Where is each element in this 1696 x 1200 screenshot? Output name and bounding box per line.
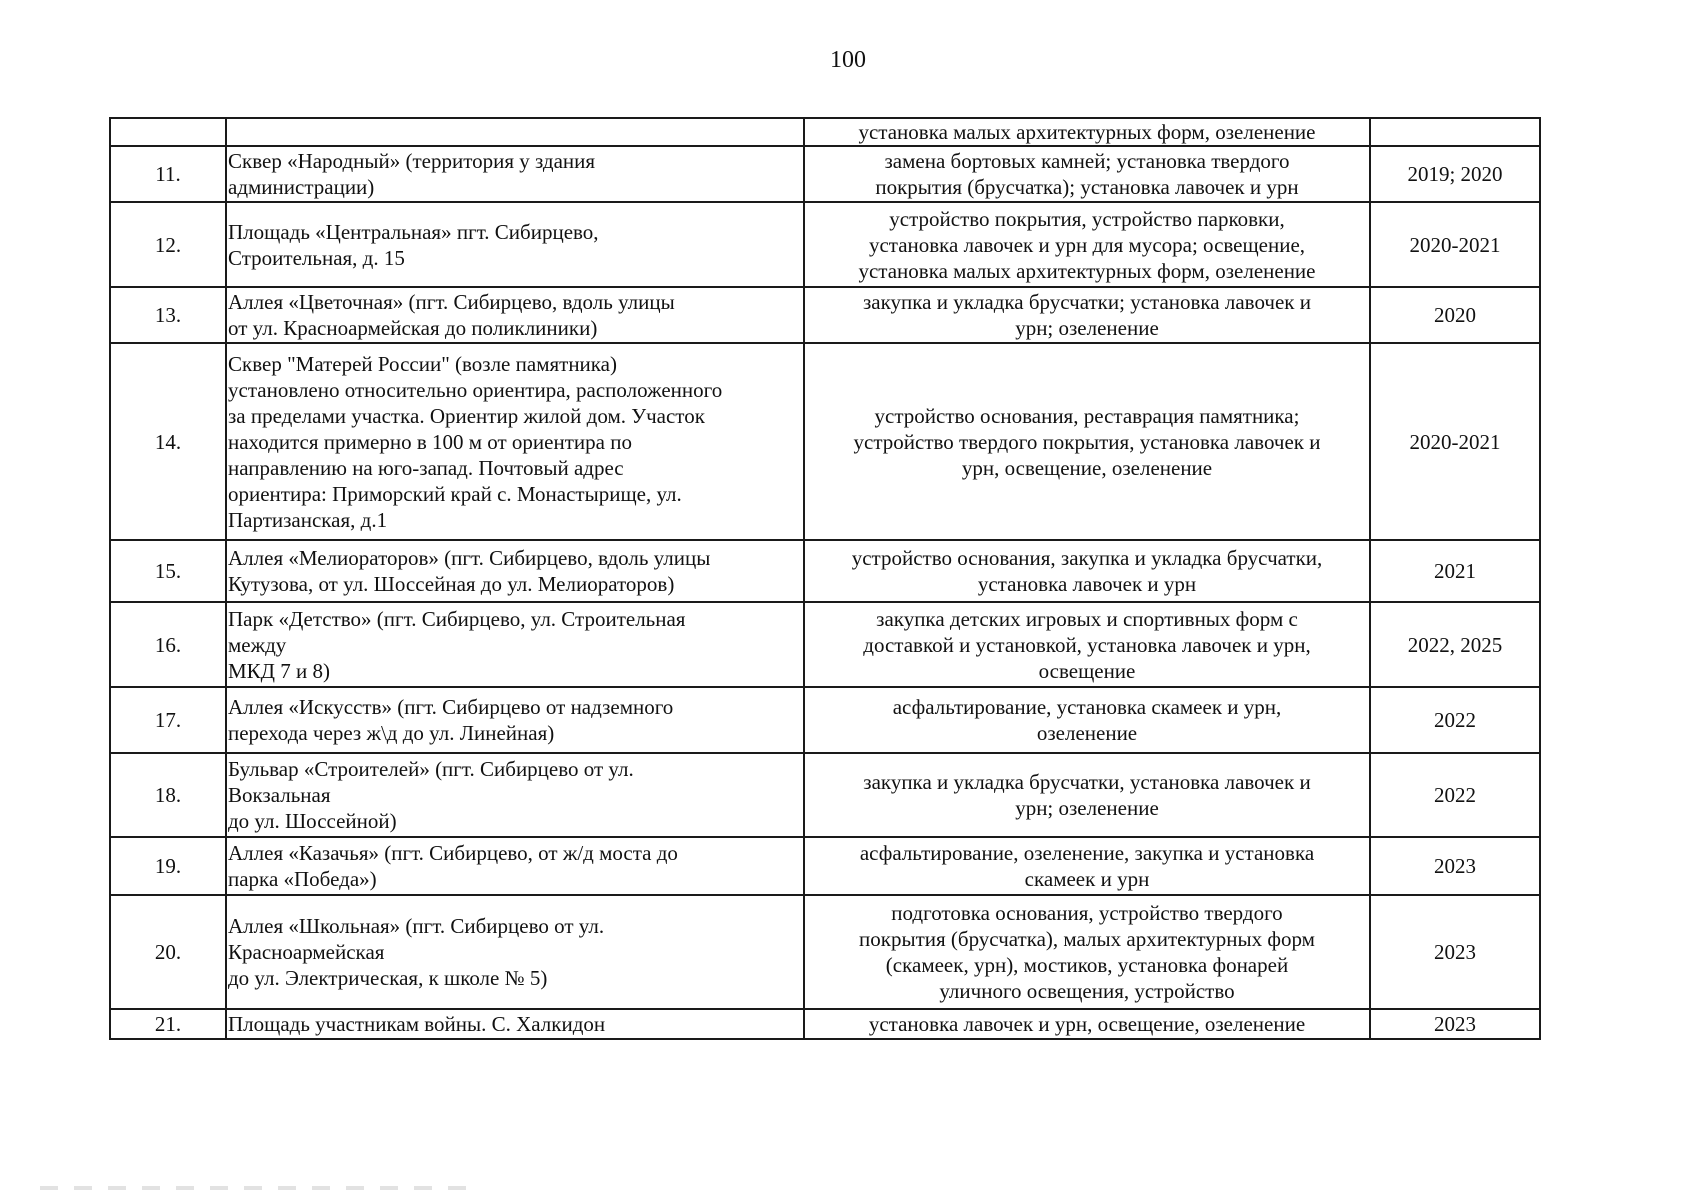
scan-footer-artifact	[40, 1186, 480, 1190]
works-cell: замена бортовых камней; установка твердого покрытия (брусчатка); установка лавочек и урн	[804, 146, 1370, 202]
works-cell: устройство основания, реставрация памятника; устройство твердого покрытия, установка лавочек и урн, освещение, озеленение	[804, 343, 1370, 540]
period-cell: 2020	[1370, 287, 1540, 343]
period-cell: 2020-2021	[1370, 202, 1540, 287]
row-number-cell: 18.	[110, 753, 226, 837]
period-cell: 2023	[1370, 1009, 1540, 1039]
row-number-cell: 17.	[110, 687, 226, 753]
row-number-cell: 15.	[110, 540, 226, 602]
table-row	[110, 687, 1540, 753]
table-row	[110, 753, 1540, 837]
table-row	[110, 287, 1540, 343]
table-row	[110, 1009, 1540, 1039]
object-name-cell: Аллея «Цветочная» (пгт. Сибирцево, вдоль улицы от ул. Красноармейская до поликлиники)	[226, 287, 804, 343]
works-cell: установка малых архитектурных форм, озеленение	[804, 118, 1370, 146]
period-cell: 2022	[1370, 687, 1540, 753]
period-cell	[1370, 118, 1540, 146]
object-name-cell: Сквер "Матерей России" (возле памятника) установлено относительно ориентира, расположенного за пределами участка. Ориентир жилой дом. Участок находится примерно в 100 м от ориентира по направлению на юго-запад. Почтовый адрес ориентира: Приморский край с. Монастырище, ул. Партизанская, д.1	[226, 343, 804, 540]
works-cell: подготовка основания, устройство твердого покрытия (брусчатка), малых архитектурных форм (скамеек, урн), мостиков, установка фонарей уличного освещения, устройство	[804, 895, 1370, 1009]
improvement-objects-table	[109, 117, 1541, 1040]
object-name-cell: Парк «Детство» (пгт. Сибирцево, ул. Строительная между МКД 7 и 8)	[226, 602, 804, 687]
row-number-cell: 19.	[110, 837, 226, 895]
row-number-cell: 14.	[110, 343, 226, 540]
works-cell: установка лавочек и урн, освещение, озеленение	[804, 1009, 1370, 1039]
works-cell: устройство основания, закупка и укладка брусчатки, установка лавочек и урн	[804, 540, 1370, 602]
table-row	[110, 118, 1540, 146]
object-name-cell: Сквер «Народный» (территория у здания администрации)	[226, 146, 804, 202]
object-name-cell: Аллея «Искусств» (пгт. Сибирцево от надземного перехода через ж\д до ул. Линейная)	[226, 687, 804, 753]
row-number-cell: 21.	[110, 1009, 226, 1039]
period-cell: 2023	[1370, 837, 1540, 895]
works-cell: закупка и укладка брусчатки; установка лавочек и урн; озеленение	[804, 287, 1370, 343]
works-cell: устройство покрытия, устройство парковки, установка лавочек и урн для мусора; освещение, установка малых архитектурных форм, озеленение	[804, 202, 1370, 287]
row-number-cell: 12.	[110, 202, 226, 287]
object-name-cell: Бульвар «Строителей» (пгт. Сибирцево от ул. Вокзальная до ул. Шоссейной)	[226, 753, 804, 837]
works-cell: асфальтирование, установка скамеек и урн, озеленение	[804, 687, 1370, 753]
row-number-cell	[110, 118, 226, 146]
works-cell: закупка и укладка брусчатки, установка лавочек и урн; озеленение	[804, 753, 1370, 837]
row-number-cell: 13.	[110, 287, 226, 343]
period-cell: 2019; 2020	[1370, 146, 1540, 202]
row-number-cell: 11.	[110, 146, 226, 202]
table-row	[110, 837, 1540, 895]
period-cell: 2021	[1370, 540, 1540, 602]
object-name-cell: Аллея «Школьная» (пгт. Сибирцево от ул. Красноармейская до ул. Электрическая, к школе № 5)	[226, 895, 804, 1009]
works-cell: асфальтирование, озеленение, закупка и установка скамеек и урн	[804, 837, 1370, 895]
object-name-cell: Аллея «Казачья» (пгт. Сибирцево, от ж/д моста до парка «Победа»)	[226, 837, 804, 895]
row-number-cell: 20.	[110, 895, 226, 1009]
object-name-cell: Площадь «Центральная» пгт. Сибирцево, Строительная, д. 15	[226, 202, 804, 287]
works-cell: закупка детских игровых и спортивных форм с доставкой и установкой, установка лавочек и урн, освещение	[804, 602, 1370, 687]
table-row	[110, 202, 1540, 287]
period-cell: 2022	[1370, 753, 1540, 837]
period-cell: 2023	[1370, 895, 1540, 1009]
object-name-cell: Аллея «Мелиораторов» (пгт. Сибирцево, вдоль улицы Кутузова, от ул. Шоссейная до ул. Мелиораторов)	[226, 540, 804, 602]
table-row	[110, 895, 1540, 1009]
page-number: 100	[830, 47, 866, 73]
row-number-cell: 16.	[110, 602, 226, 687]
table-row	[110, 146, 1540, 202]
object-name-cell: Площадь участникам войны. С. Халкидон	[226, 1009, 804, 1039]
period-cell: 2022, 2025	[1370, 602, 1540, 687]
table-row	[110, 343, 1540, 540]
period-cell: 2020-2021	[1370, 343, 1540, 540]
table-row	[110, 540, 1540, 602]
object-name-cell	[226, 118, 804, 146]
table-row	[110, 602, 1540, 687]
